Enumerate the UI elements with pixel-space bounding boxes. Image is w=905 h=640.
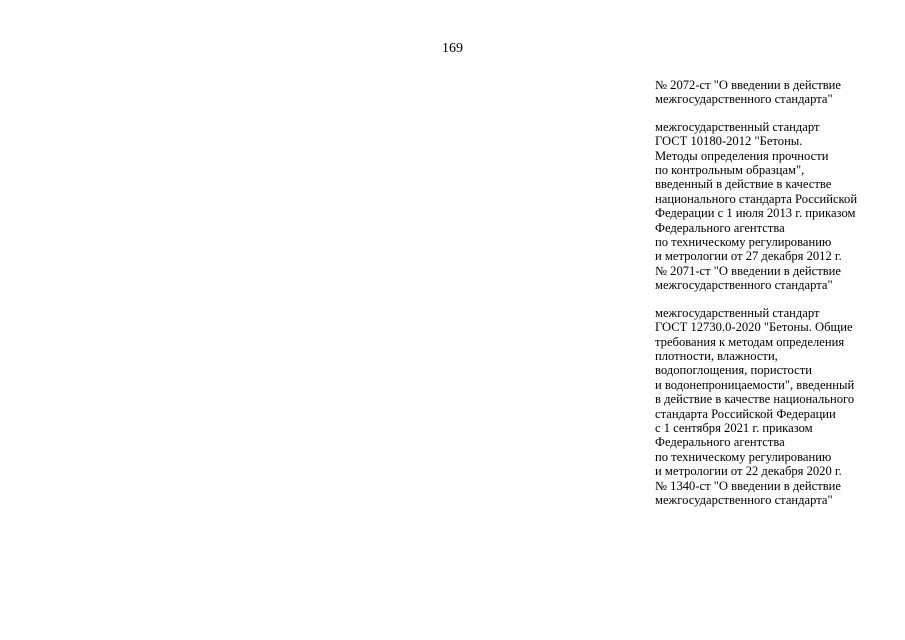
text-line: № 2071-ст "О введении в действие bbox=[655, 263, 841, 278]
text-line: стандарта Российской Федерации bbox=[655, 406, 836, 421]
text-line: межгосударственный стандарт bbox=[655, 305, 820, 320]
page-number: 169 bbox=[442, 41, 463, 56]
text-line: Федерации с 1 июля 2013 г. приказом bbox=[655, 206, 856, 221]
text-line: национального стандарта Российской bbox=[655, 191, 858, 206]
text-line: межгосударственного стандарта" bbox=[655, 278, 833, 293]
text-block-gost-12730 bbox=[655, 306, 895, 508]
text-line: с 1 сентября 2021 г. приказом bbox=[655, 420, 813, 435]
text-line: по техническому регулированию bbox=[655, 449, 832, 464]
text-line: Методы определения прочности bbox=[655, 148, 829, 163]
document-text-column bbox=[655, 78, 895, 507]
text-line: по контрольным образцам", bbox=[655, 163, 805, 178]
text-line: № 2072-ст "О введении в действие bbox=[655, 78, 841, 92]
text-line: в действие в качестве национального bbox=[655, 392, 855, 407]
text-line: и метрологии от 22 декабря 2020 г. bbox=[655, 464, 842, 479]
text-block-gost-10180 bbox=[655, 120, 895, 293]
text-line: межгосударственного стандарта" bbox=[655, 92, 833, 107]
text-line: введенный в действие в качестве bbox=[655, 177, 832, 192]
text-line: плотности, влажности, bbox=[655, 348, 778, 363]
text-line: водопоглощения, пористости bbox=[655, 363, 812, 378]
text-line: по техническому регулированию bbox=[655, 235, 832, 250]
text-line: № 1340-ст "О введении в действие bbox=[655, 478, 841, 493]
text-line: Федерального агентства bbox=[655, 220, 785, 235]
text-block-order-2072 bbox=[655, 78, 895, 107]
text-line: требования к методам определения bbox=[655, 334, 845, 349]
text-line: ГОСТ 12730.0-2020 "Бетоны. Общие bbox=[655, 320, 853, 335]
text-line: и метрологии от 27 декабря 2012 г. bbox=[655, 249, 842, 264]
text-line: ГОСТ 10180-2012 "Бетоны. bbox=[655, 134, 803, 149]
text-line: межгосударственного стандарта" bbox=[655, 492, 833, 507]
text-line: межгосударственный стандарт bbox=[655, 119, 820, 134]
text-line: и водонепроницаемости", введенный bbox=[655, 377, 855, 392]
text-line: Федерального агентства bbox=[655, 435, 785, 450]
